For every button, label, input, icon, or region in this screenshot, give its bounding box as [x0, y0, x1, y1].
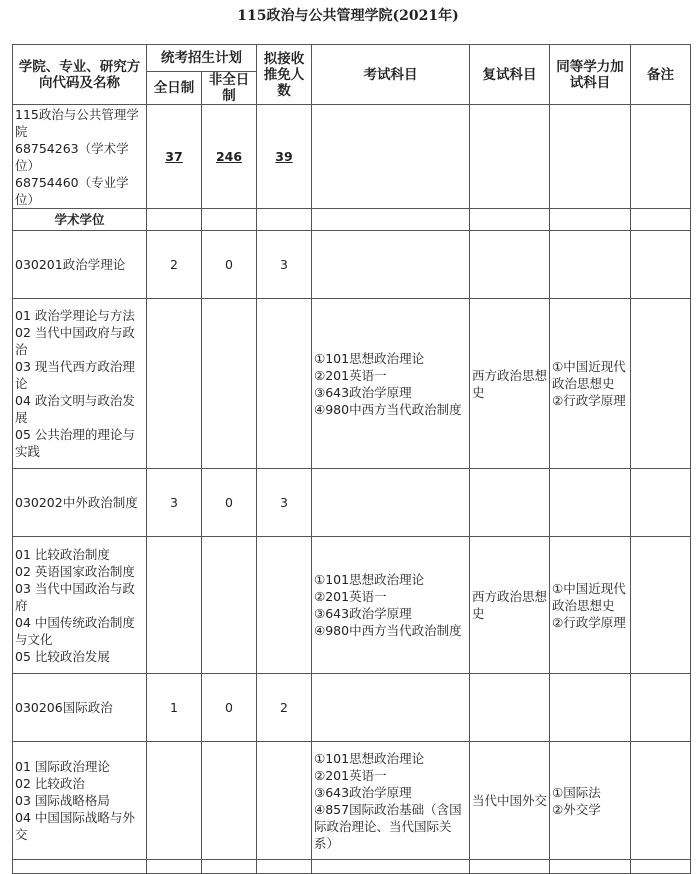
direction-item: 04 中国传统政治制度与文化	[15, 614, 135, 647]
school-phone-professional: 68754460（专业学位）	[15, 174, 129, 207]
major-part-time: 0	[202, 674, 257, 742]
equivalent-cell	[550, 537, 631, 674]
school-full-time: 37	[147, 105, 202, 209]
direction-item: 01 国际政治理论	[15, 759, 110, 774]
exam-subjects-cell	[312, 537, 470, 674]
directions-cell	[13, 299, 147, 469]
direction-item: 03 当代中国政治与政府	[15, 580, 135, 613]
table-row	[13, 674, 691, 742]
table-row	[13, 537, 691, 674]
exam-item: ③643政治学原理	[314, 784, 412, 800]
table-row	[13, 105, 691, 209]
retest-cell: 西方政治思想史	[470, 299, 550, 469]
table-row	[13, 231, 691, 299]
header-full-time: 全日制	[147, 72, 202, 105]
exam-item: ③643政治学原理	[314, 606, 412, 621]
header-exam-subjects: 考试科目	[312, 45, 470, 105]
school-cell	[13, 105, 147, 209]
direction-item: 04 中国国际战略与外交	[15, 810, 135, 842]
school-part-time: 246	[202, 105, 257, 209]
major-exempt: 2	[257, 674, 312, 742]
equivalent-item: ①中国近现代政治思想史	[552, 359, 626, 391]
exam-item: ①101思想政治理论	[314, 572, 425, 587]
exam-subjects-cell	[312, 299, 470, 469]
header-part-time: 非全日制	[202, 72, 257, 105]
table-row	[13, 860, 691, 874]
direction-item: 01 比较政治制度	[15, 546, 110, 562]
header-program: 学院、专业、研究方向代码及名称	[13, 45, 147, 105]
table-row	[13, 742, 691, 860]
exam-item: ②201英语一	[314, 367, 387, 383]
exam-item: ②201英语一	[314, 589, 387, 604]
direction-item: 03 国际战略格局	[15, 793, 110, 808]
page-title: 115政治与公共管理学院(2021年)	[237, 8, 459, 24]
header-exempt: 拟接收推免人数	[257, 45, 312, 105]
direction-item: 01 政治学理论与方法	[15, 308, 135, 323]
equivalent-cell	[550, 742, 631, 860]
retest-cell: 西方政治思想史	[470, 537, 550, 674]
equivalent-item: ②外交学	[552, 801, 601, 817]
direction-item: 05 比较政治发展	[15, 648, 110, 664]
direction-item: 05 公共治理的理论与实践	[15, 427, 135, 459]
equivalent-item: ②行政学原理	[552, 614, 626, 630]
table-row	[13, 299, 691, 469]
direction-item: 02 比较政治	[15, 776, 85, 791]
exam-item: ④857国际政治基础（含国际政治理论、当代国际关系）	[314, 801, 462, 851]
major-name: 030206国际政治	[13, 674, 147, 742]
direction-item: 02 英语国家政治制度	[15, 563, 135, 579]
exam-item: ①101思想政治理论	[314, 750, 425, 766]
school-phone-academic: 68754263（学术学位）	[15, 140, 129, 173]
table-row	[13, 469, 691, 537]
major-part-time: 0	[202, 231, 257, 299]
equivalent-item: ②行政学原理	[552, 393, 626, 408]
direction-item: 02 当代中国政府与政治	[15, 325, 135, 357]
header-retest: 复试科目	[470, 45, 550, 105]
exam-item: ④980中西方当代政治制度	[314, 623, 462, 638]
major-full-time: 3	[147, 469, 202, 537]
equivalent-item: ①国际法	[552, 784, 601, 800]
section-academic: 学术学位	[13, 209, 147, 231]
directions-cell	[13, 742, 147, 860]
school-exempt: 39	[257, 105, 312, 209]
direction-item: 04 政治文明与政治发展	[15, 393, 135, 425]
major-name: 030201政治学理论	[13, 231, 147, 299]
exam-subjects-cell	[312, 742, 470, 860]
table-row	[13, 209, 691, 231]
major-full-time: 1	[147, 674, 202, 742]
header-plan-group: 统考招生计划	[147, 45, 257, 72]
major-full-time: 2	[147, 231, 202, 299]
equivalent-item: ①中国近现代政治思想史	[552, 580, 626, 613]
major-exempt: 3	[257, 231, 312, 299]
exam-item: ①101思想政治理论	[314, 350, 425, 366]
header-remarks: 备注	[631, 45, 691, 105]
directions-cell	[13, 537, 147, 674]
direction-item: 03 现当代西方政治理论	[15, 359, 135, 391]
exam-item: ②201英语一	[314, 767, 387, 783]
major-part-time: 0	[202, 469, 257, 537]
equivalent-cell	[550, 299, 631, 469]
retest-cell: 当代中国外交	[470, 742, 550, 860]
exam-item: ④980中西方当代政治制度	[314, 401, 462, 417]
school-name: 115政治与公共管理学院	[15, 106, 139, 139]
header-equivalent: 同等学力加试科目	[550, 45, 631, 105]
admissions-table	[12, 44, 691, 874]
major-name: 030202中外政治制度	[13, 469, 147, 537]
major-exempt: 3	[257, 469, 312, 537]
exam-item: ③643政治学原理	[314, 384, 412, 400]
